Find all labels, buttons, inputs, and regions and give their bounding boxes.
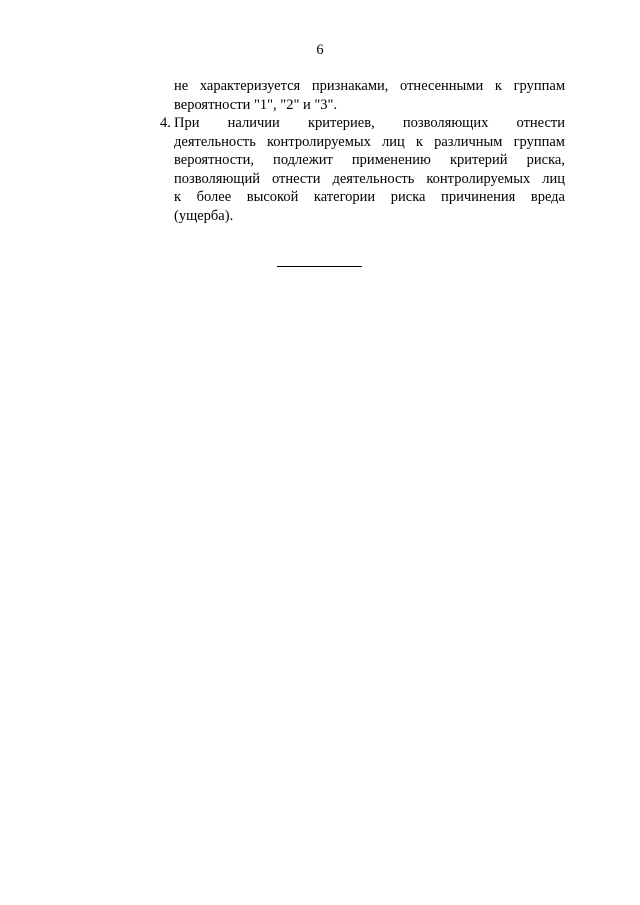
list-item-text <box>174 114 565 225</box>
document-body <box>151 77 565 225</box>
text-line: вероятности, подлежит применению критерий риска, <box>174 152 565 168</box>
text-line: к более высокой категории риска причинения вреда <box>174 189 565 205</box>
list-item-4 <box>151 114 565 225</box>
text-line: (ущерба). <box>174 207 234 224</box>
text-line: позволяющий отнести деятельность контролируемых лиц <box>174 170 565 187</box>
text-line: не характеризуется признаками, отнесенными к группам <box>174 78 565 94</box>
end-divider <box>277 266 362 267</box>
text-line: вероятности "1", "2" и "3". <box>174 96 338 113</box>
list-item-number: 4. <box>160 115 171 131</box>
page-number: 6 <box>316 42 324 58</box>
continuation-paragraph <box>151 77 565 114</box>
text-line: деятельность контролируемых лиц к различным группам <box>174 133 565 150</box>
text-line: При наличии критериев, позволяющих отнести <box>174 115 565 131</box>
